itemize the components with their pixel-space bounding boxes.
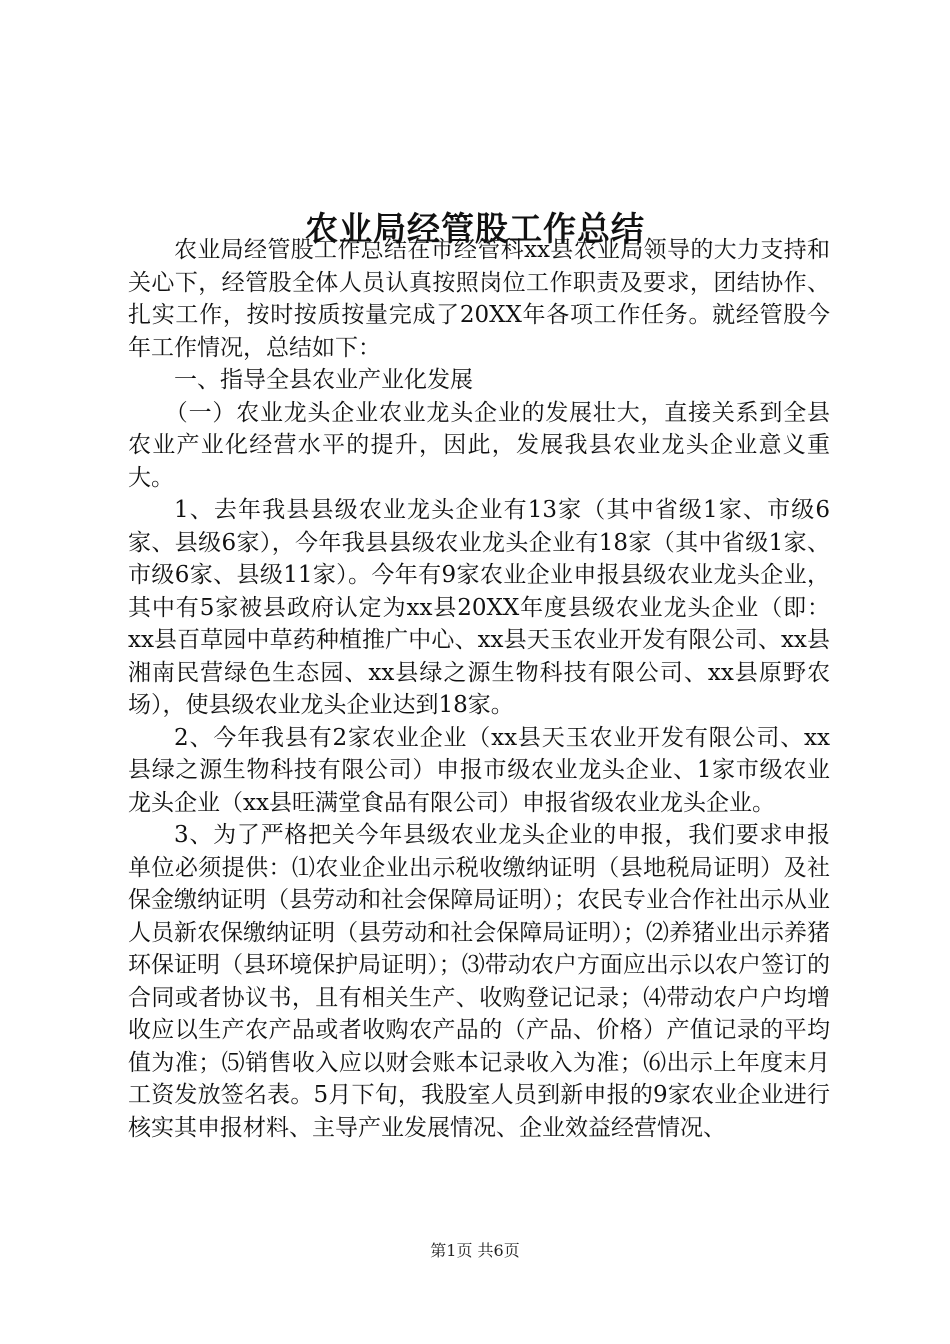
document-body	[128, 234, 830, 1144]
document-title: 农业局经管股工作总结	[305, 209, 645, 249]
section-heading-1: 一、指导全县农业产业化发展	[174, 367, 473, 393]
paragraph-item-1: 1、去年我县县级农业龙头企业有13家（其中省级1家、市级6家、县级6家），今年我县县级农业龙头企业有18家（其中省级1家、市级6家、县级11家）。今年有9家农业企业申报县级农业龙头企业，其中有5家被县政府认定为xx县20XX年度县级农业龙头企业（即：xx县百草园中草药种植推广中心、xx县天玉农业开发有限公司、xx县湘南民营绿色生态园、xx县绿之源生物科技有限公司、xx县原野农场），使县级农业龙头企业达到18家。	[128, 497, 830, 718]
paragraph-intro: 农业局经管股工作总结在市经管科xx县农业局领导的大力支持和关心下，经管股全体人员认真按照岗位工作职责及要求，团结协作、扎实工作，按时按质按量完成了20XX年各项工作任务。就经管股今年工作情况，总结如下：	[128, 237, 830, 361]
paragraph-item-3: 3、为了严格把关今年县级农业龙头企业的申报，我们要求申报单位必须提供：⑴农业企业出示税收缴纳证明（县地税局证明）及社保金缴纳证明（县劳动和社会保障局证明）；农民专业合作社出示从业人员新农保缴纳证明（县劳动和社会保障局证明）；⑵养猪业出示养猪环保证明（县环境保护局证明）；⑶带动农户方面应出示以农户签订的合同或者协议书，且有相关生产、收购登记记录；⑷带动农户户均增收应以生产农产品或者收购农产品的（产品、价格）产值记录的平均值为准；⑸销售收入应以财会账本记录收入为准；⑹出示上年度末月工资发放签名表。5月下旬，我股室人员到新申报的9家农业企业进行核实其申报材料、主导产业发展情况、企业效益经营情况、	[128, 822, 830, 1141]
subsection-heading-1: （一）农业龙头企业农业龙头企业的发展壮大，直接关系到全县农业产业化经营水平的提升，因此，发展我县农业龙头企业意义重大。	[128, 399, 830, 491]
page-footer: 第1页 共6页	[430, 1241, 520, 1260]
paragraph-item-2: 2、今年我县有2家农业企业（xx县天玉农业开发有限公司、xx县绿之源生物科技有限公司）申报市级农业龙头企业、1家市级农业龙头企业（xx县旺满堂食品有限公司）申报省级农业龙头企业。	[128, 724, 830, 816]
